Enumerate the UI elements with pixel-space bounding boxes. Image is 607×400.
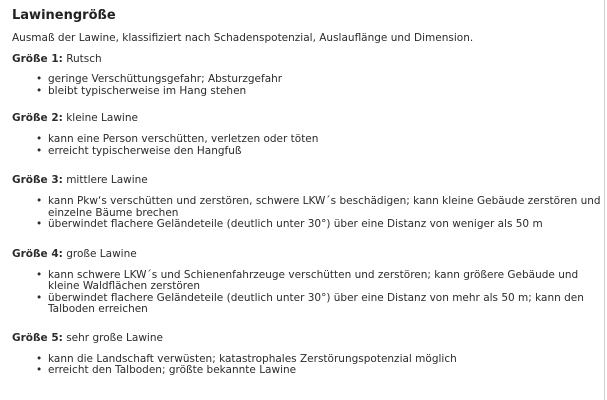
bullet-icon: • <box>36 364 43 376</box>
size-3-list <box>12 196 604 231</box>
list-item <box>36 364 604 377</box>
list-item-text: geringe Verschüttungsgefahr; Absturzgefahr <box>48 73 283 85</box>
size-1-list <box>12 74 604 97</box>
size-number: Größe 4: <box>12 247 63 260</box>
list-item <box>36 218 604 231</box>
list-item <box>36 195 604 219</box>
list-item-text: kann Pkw‘s verschütten und zerstören, schwere LKW´s beschädigen; kann kleine Gebäude zerstören und einzelne Bäume brechen <box>48 195 601 219</box>
bullet-icon: • <box>36 218 43 230</box>
section-heading-size-2 <box>12 112 604 125</box>
list-item <box>36 268 604 293</box>
size-name: sehr große Lawine <box>66 331 163 344</box>
size-name: große Lawine <box>66 247 137 260</box>
section-heading-size-1 <box>12 53 604 66</box>
list-item-text: überwindet flachere Geländeteile (deutlich unter 30°) über eine Distanz von weniger als 50 m <box>48 218 543 230</box>
bullet-icon: • <box>36 268 43 281</box>
list-item-text: kann eine Person verschütten, verletzen oder töten <box>48 133 319 145</box>
size-number: Größe 2: <box>12 112 63 124</box>
page-intro: Ausmaß der Lawine, klassifiziert nach Schadenspotenzial, Auslauflänge und Dimension. <box>12 32 474 44</box>
list-item-text: überwindet flachere Geländeteile (deutlich unter 30°) über eine Distanz von mehr als 50 m; kann den Talboden erreichen <box>48 291 584 315</box>
list-item <box>36 291 604 316</box>
size-number: Größe 3: <box>12 174 63 186</box>
size-2-list <box>12 134 604 157</box>
bullet-icon: • <box>36 144 43 157</box>
section-heading-size-5 <box>12 332 604 345</box>
size-4-list <box>12 270 604 316</box>
bullet-icon: • <box>36 352 43 365</box>
list-item-text: erreicht den Talboden; größte bekannte Lawine <box>48 364 297 376</box>
bullet-icon: • <box>36 84 43 97</box>
list-item-text: kann schwere LKW´s und Schienenfahrzeuge verschütten und zerstören; kann größere Gebäude und kleine Waldflächen zerstören <box>48 268 579 292</box>
list-item-text: kann die Landschaft verwüsten; katastrophales Zerstörungspotenzial möglich <box>48 352 457 365</box>
size-5-list <box>12 354 604 377</box>
size-name: Rutsch <box>66 53 102 65</box>
section-heading-size-3 <box>12 174 604 187</box>
size-number: Größe 1: <box>12 53 63 65</box>
bullet-icon: • <box>36 195 43 207</box>
size-name: kleine Lawine <box>66 112 138 124</box>
bullet-icon: • <box>36 133 43 145</box>
list-item <box>36 144 604 158</box>
list-item-text: bleibt typischerweise im Hang stehen <box>48 84 247 97</box>
section-heading-size-4 <box>12 248 604 261</box>
size-number: Größe 5: <box>12 331 63 344</box>
bullet-icon: • <box>36 73 43 85</box>
page-title: Lawinengröße <box>12 8 116 23</box>
list-item-text: erreicht typischerweise den Hangfuß <box>48 144 242 157</box>
size-name: mittlere Lawine <box>66 174 148 186</box>
list-item <box>36 84 604 98</box>
bullet-icon: • <box>36 291 43 304</box>
